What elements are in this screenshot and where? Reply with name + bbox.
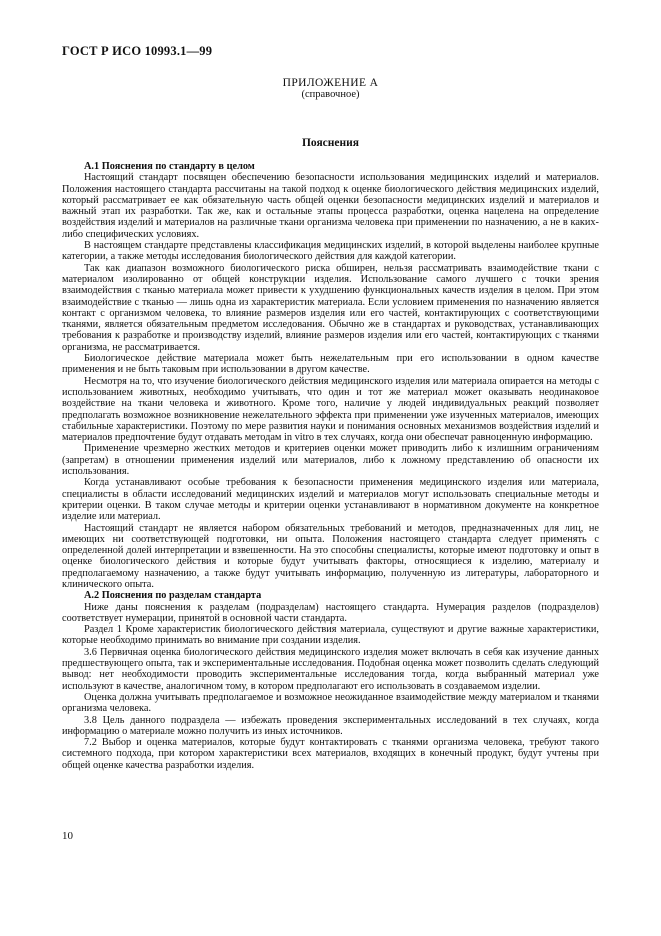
paragraph: 3.6 Первичная оценка биологического действия медицинского изделия может включать в себя как изучение данных предшествующего опыта, так и экспериментальные исследования. Подобная оценка может позволить сделать следующий вывод: нет необходимости проводить экспериментальные исследования тогда, когда выбранный материал уже используют в качестве, аналогичном тому, в котором предполагают его использовать в создаваемом изделии. [62, 646, 599, 692]
paragraph: Применение чрезмерно жестких методов и критериев оценки может приводить либо к излишним ограничениям (запретам) в отношении применения изделий или материалов, либо к ложному представлению об опасности их использования. [62, 443, 599, 478]
paragraph: Настоящий стандарт посвящен обеспечению безопасности использования медицинских изделий и материалов. Положения настоящего стандарта рассчитаны на такой подход к оценке биологического действия медицинских изделий, который рассматривает ее как обязательную часть общей оценки безопасности медицинских изделий и материалов и важный этап их разработки. Так же, как и остальные этапы процесса разработки, оценка нацелена на определение воздействия изделий и материалов на различные ткани организма человека при применении по назначению, а не в каких-либо специфических условиях. [62, 172, 599, 240]
annex-subtitle: (справочное) [301, 89, 360, 100]
paragraph: 7.2 Выбор и оценка материалов, которые будут контактировать с тканями организма человека, требуют такого системного подхода, при котором характеристики всех материалов, входящих в конечный продукт, будут учтены при общей оценке качества разработки изделия. [62, 737, 599, 771]
page-number: 10 [62, 830, 73, 842]
paragraph: Ниже даны пояснения к разделам (подразделам) настоящего стандарта. Нумерация разделов (подразделов) соответствует нумерации, принятой в основной части стандарта. [62, 601, 599, 624]
paragraph: Раздел 1 Кроме характеристик биологического действия материала, существуют и другие важные характеристики, которые необходимо принимать во внимание при создании изделия. [62, 624, 599, 647]
paragraph: Когда устанавливают особые требования к безопасности применения медицинского изделия или материала, специалисты в области исследований медицинских изделий и материалов могут использовать специальные методы и критерии оценки. В таком случае методы и критерии оценки устанавливают в нормативном документе на конкретное изделие или материал. [62, 477, 599, 523]
paragraph: Оценка должна учитывать предполагаемое и возможное неожиданное взаимодействие между материалом и тканями организма человека. [62, 691, 599, 715]
paragraph: Биологическое действие материала может быть нежелательным при его использовании в одном качестве применения и не быть таковым при использовании в другом качестве. [62, 353, 599, 376]
section-title: Пояснения [301, 137, 359, 149]
annex-title: ПРИЛОЖЕНИЕ А [282, 77, 379, 89]
paragraph: Так как диапазон возможного биологического риска обширен, нельзя рассматривать взаимодействие ткани с материалом изолированно от общей конструкции изделия. Использование самого лучшего с точки зрения взаимодействия с тканью материала может привести к ухудшению функциональных качеств изделия в целом. При этом взаимодействие с тканью — лишь одна из характеристик материала. Если условием применения по назначению является контакт с организмом человека, то влияние размеров изделия или его частей, контактирующих с соответствующими тканями, является обязательным предметом исследования. Обычно же в стандартах и руководствах, устанавливающих требования к разработке и производству изделий, влияние размеров изделия или его частей, контактирующих с тканями организма, не рассматривается. [62, 262, 599, 353]
paragraph: 3.8 Цель данного подраздела — избежать проведения экспериментальных исследований в тех случаях, когда информацию о материале можно получить из иных источников. [62, 714, 599, 737]
document-header: ГОСТ Р ИСО 10993.1—99 [62, 44, 213, 58]
paragraph: Настоящий стандарт не является набором обязательных требований и методов, предназначенных для лиц, не имеющих ни соответствующей подготовки, ни опыта. Положения настоящего стандарта следует применять с определенной долей интерпретации и взвешенности. На это способны специалисты, которые имеют подготовку и опыт в оценке биологического действия и которые будут учитывать факторы, относящиеся к изделию, материалу и предполагаемому назначению, а также будут учитывать информацию, полученную из литературы, лабораторного и клинического опыта. [62, 522, 599, 590]
document-page [62, 44, 599, 771]
section-a2-heading: А.2 Пояснения по разделам стандарта [84, 590, 262, 602]
section-a1-heading: А.1 Пояснения по стандарту в целом [84, 161, 255, 172]
paragraph: Несмотря на то, что изучение биологического действия медицинского изделия или материала опирается на методы с использованием животных, необходимо учитывать, что один и тот же материал может оказывать неодинаковое воздействие на ткани человека и животного. Кроме того, наличие у людей индивидуальных реакций позволяет предполагать возможное возникновение нежелательного эффекта при применении уже изученных материалов, имеющих стабильные характеристики. Поэтому по мере развития науки и понимания основных механизмов воздействия изделий и материалов предпочтение будут отдавать методам in vitro в тех случаях, когда они обеспечат равноценную информацию. [62, 375, 599, 444]
paragraph: В настоящем стандарте представлены классификация медицинских изделий, в которой выделены наиболее крупные категории, а также методы исследования биологического действия для каждой категории. [62, 240, 599, 263]
